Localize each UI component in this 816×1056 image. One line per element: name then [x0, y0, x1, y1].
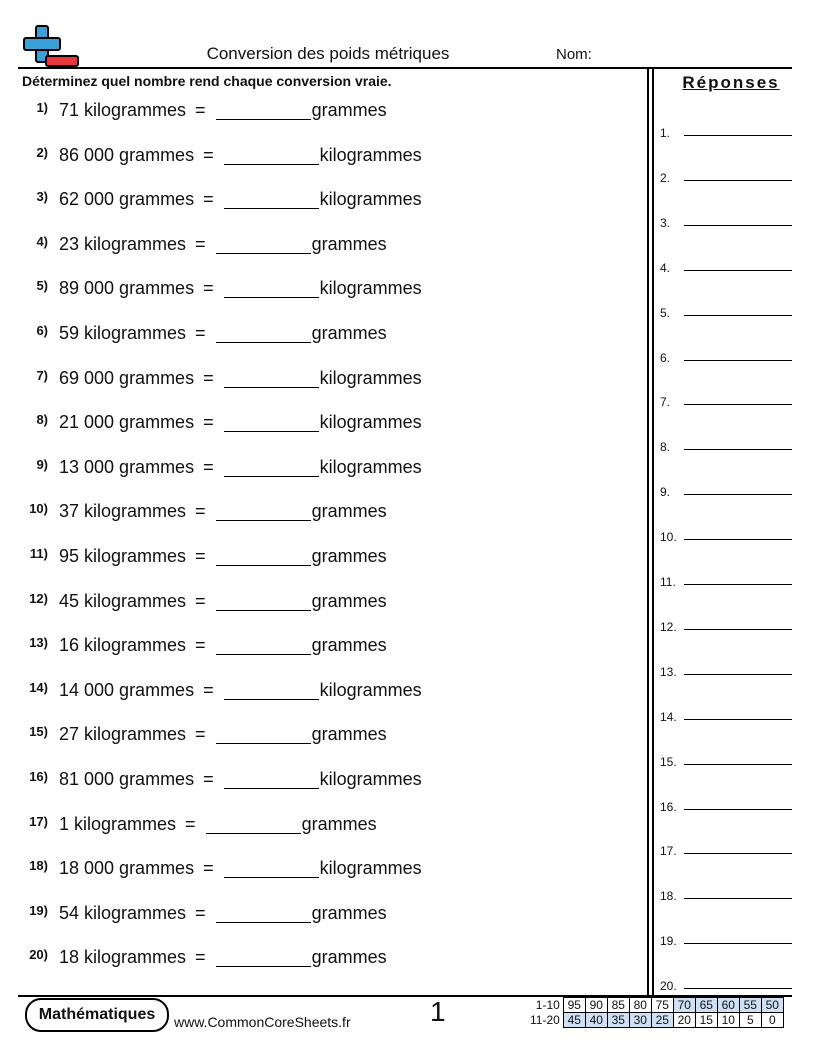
equals-sign: =	[195, 501, 206, 522]
answer-blank[interactable]	[216, 592, 311, 611]
problem-row	[22, 546, 387, 576]
answer-blank[interactable]	[224, 413, 319, 432]
score-cell: 65	[695, 998, 717, 1013]
problem-quantity: 23 kilogrammes	[59, 233, 187, 254]
score-cell: 5	[739, 1013, 761, 1028]
problem-row	[22, 769, 422, 799]
answer-number: 4.	[660, 260, 671, 275]
problem-quantity: 95 kilogrammes	[59, 546, 187, 566]
target-unit: grammes	[301, 813, 377, 834]
answer-blank[interactable]	[216, 502, 311, 521]
answer-row[interactable]	[660, 165, 792, 185]
answer-number: 20.	[660, 979, 677, 994]
score-table	[528, 997, 784, 1028]
answer-line[interactable]	[684, 180, 792, 181]
answer-number: 6.	[660, 350, 671, 365]
answer-line[interactable]	[684, 988, 792, 989]
answer-number: 5.	[660, 305, 671, 320]
answer-row[interactable]	[660, 524, 792, 544]
answer-row[interactable]	[660, 479, 792, 499]
answer-line[interactable]	[684, 135, 792, 136]
problem-number: 8)	[36, 412, 48, 428]
target-unit: grammes	[311, 233, 387, 254]
answer-number: 18.	[660, 889, 677, 904]
answer-line[interactable]	[684, 584, 792, 585]
target-unit: kilogrammes	[319, 456, 422, 477]
equals-sign: =	[195, 724, 206, 745]
problem-quantity: 69 000 grammes	[59, 367, 195, 388]
equals-sign: =	[195, 233, 206, 254]
answer-row[interactable]	[660, 210, 792, 230]
score-cell: 85	[607, 998, 629, 1013]
answer-row[interactable]	[660, 659, 792, 679]
problem-row	[22, 323, 387, 353]
column-divider-left	[647, 69, 649, 995]
problem-row	[22, 100, 387, 130]
equals-sign: =	[203, 769, 214, 789]
problem-row	[22, 947, 387, 977]
brand-badge: Mathématiques	[25, 998, 169, 1032]
score-row	[528, 1013, 783, 1028]
score-cell: 20	[673, 1013, 695, 1028]
problem-number: 10)	[29, 501, 48, 517]
equals-sign: =	[195, 947, 206, 968]
answer-line[interactable]	[684, 853, 792, 854]
page-number: 1	[430, 996, 446, 1027]
equals-sign: =	[195, 902, 206, 923]
answer-line[interactable]	[684, 404, 792, 405]
answer-number: 3.	[660, 215, 671, 230]
problem-number: 9)	[36, 456, 48, 472]
problem-quantity: 89 000 grammes	[59, 278, 195, 299]
problem-quantity: 62 000 grammes	[59, 189, 195, 210]
answer-blank[interactable]	[224, 458, 319, 477]
problem-number: 12)	[29, 590, 48, 606]
equals-sign: =	[203, 456, 214, 477]
equals-sign: =	[185, 813, 196, 834]
header-divider	[18, 67, 792, 69]
target-unit: kilogrammes	[319, 412, 422, 433]
problem-row	[22, 680, 422, 710]
score-cell: 0	[761, 1013, 783, 1028]
problem-number: 3)	[36, 189, 48, 205]
answer-blank[interactable]	[216, 324, 311, 343]
problem-number: 11)	[29, 546, 48, 561]
answer-blank[interactable]	[224, 770, 319, 789]
equals-sign: =	[203, 278, 214, 299]
problem-number: 1)	[36, 100, 48, 115]
answer-line[interactable]	[684, 539, 792, 540]
target-unit: grammes	[311, 902, 387, 923]
answer-row[interactable]	[660, 838, 792, 858]
score-cell: 40	[585, 1013, 607, 1028]
answer-blank[interactable]	[224, 859, 319, 878]
answer-number: 12.	[660, 619, 677, 634]
answer-number: 14.	[660, 709, 677, 724]
answer-row[interactable]	[660, 973, 792, 993]
answer-blank[interactable]	[224, 681, 319, 700]
problem-quantity: 13 000 grammes	[59, 456, 195, 477]
problem-quantity: 27 kilogrammes	[59, 724, 187, 745]
problem-row	[22, 501, 387, 531]
target-unit: grammes	[311, 590, 387, 611]
problem-row	[22, 412, 422, 442]
answer-row[interactable]	[660, 300, 792, 320]
answer-blank[interactable]	[224, 279, 319, 298]
problem-row	[22, 189, 422, 219]
problem-number: 14)	[29, 679, 48, 695]
answer-number: 17.	[660, 844, 677, 859]
answer-number: 16.	[660, 799, 677, 814]
score-range-label: 1-10	[535, 998, 560, 1012]
target-unit: kilogrammes	[319, 367, 422, 388]
target-unit: kilogrammes	[319, 769, 422, 789]
score-cell: 70	[673, 998, 695, 1013]
problem-row	[22, 858, 422, 888]
answer-row[interactable]	[660, 120, 792, 140]
name-label: Nom:	[556, 46, 592, 63]
answer-line[interactable]	[684, 360, 792, 361]
score-row	[528, 998, 783, 1013]
problem-number: 13)	[29, 635, 48, 651]
answer-row[interactable]	[660, 614, 792, 634]
target-unit: grammes	[311, 635, 387, 656]
answer-line[interactable]	[684, 898, 792, 899]
problem-quantity: 1 kilogrammes	[59, 813, 177, 834]
problem-quantity: 18 000 grammes	[59, 858, 195, 879]
problem-quantity: 59 kilogrammes	[59, 323, 187, 343]
answer-row[interactable]	[660, 794, 792, 814]
target-unit: kilogrammes	[319, 858, 422, 879]
website-link[interactable]: www.CommonCoreSheets.fr	[174, 1014, 351, 1030]
problem-number: 18)	[29, 858, 48, 874]
answer-line[interactable]	[684, 449, 792, 450]
score-cell: 10	[717, 1013, 739, 1028]
answer-line[interactable]	[684, 943, 792, 944]
target-unit: grammes	[311, 501, 387, 522]
answer-row[interactable]	[660, 569, 792, 589]
target-unit: grammes	[311, 323, 387, 343]
answer-number: 8.	[660, 440, 671, 455]
score-cell: 90	[585, 998, 607, 1013]
problem-row	[22, 724, 387, 754]
score-range-label: 11-20	[530, 1013, 560, 1027]
answer-row[interactable]	[660, 928, 792, 948]
problem-row	[22, 278, 422, 308]
answer-number: 13.	[660, 664, 677, 679]
answer-row[interactable]	[660, 749, 792, 769]
equals-sign: =	[203, 189, 214, 210]
score-cell: 60	[717, 998, 739, 1013]
score-cell: 95	[563, 998, 585, 1013]
answer-blank[interactable]	[216, 725, 311, 744]
answer-blank[interactable]	[216, 235, 311, 254]
answer-blank[interactable]	[216, 948, 311, 967]
score-cell: 80	[629, 998, 651, 1013]
problem-row	[22, 457, 422, 487]
target-unit: kilogrammes	[319, 144, 422, 165]
score-cell: 35	[607, 1013, 629, 1028]
problem-quantity: 45 kilogrammes	[59, 590, 187, 611]
answer-row[interactable]	[660, 255, 792, 275]
target-unit: kilogrammes	[319, 278, 422, 299]
answer-number: 2.	[660, 170, 671, 185]
answer-line[interactable]	[684, 629, 792, 630]
answer-row[interactable]	[660, 389, 792, 409]
problem-row	[22, 903, 387, 933]
answer-blank[interactable]	[224, 369, 319, 388]
answer-line[interactable]	[684, 719, 792, 720]
answer-line[interactable]	[684, 225, 792, 226]
target-unit: grammes	[311, 546, 387, 566]
answer-blank[interactable]	[224, 146, 319, 165]
target-unit: grammes	[311, 947, 387, 968]
answer-line[interactable]	[684, 809, 792, 810]
answer-blank[interactable]	[224, 190, 319, 209]
target-unit: kilogrammes	[319, 189, 422, 210]
target-unit: grammes	[311, 100, 387, 120]
equals-sign: =	[195, 323, 206, 343]
equals-sign: =	[203, 858, 214, 879]
problem-quantity: 54 kilogrammes	[59, 902, 187, 923]
answer-number: 10.	[660, 530, 677, 545]
problem-number: 16)	[29, 769, 48, 784]
answer-number: 11.	[660, 575, 676, 589]
problem-quantity: 86 000 grammes	[59, 144, 195, 165]
answer-blank[interactable]	[216, 904, 311, 923]
target-unit: grammes	[311, 724, 387, 745]
problem-quantity: 37 kilogrammes	[59, 501, 187, 522]
answer-blank[interactable]	[206, 815, 301, 834]
problem-quantity: 71 kilogrammes	[59, 100, 187, 120]
equals-sign: =	[203, 144, 214, 165]
answer-blank[interactable]	[216, 101, 311, 120]
problem-number: 15)	[29, 724, 48, 740]
problem-row	[22, 814, 377, 844]
score-cell: 75	[651, 998, 673, 1013]
equals-sign: =	[195, 100, 206, 120]
answer-number: 15.	[660, 754, 677, 769]
answer-row[interactable]	[660, 434, 792, 454]
problem-row	[22, 635, 387, 665]
target-unit: kilogrammes	[319, 679, 422, 700]
score-cell: 25	[651, 1013, 673, 1028]
answer-number: 1.	[660, 126, 671, 140]
problem-number: 19)	[29, 902, 48, 918]
instructions: Déterminez quel nombre rend chaque conversion vraie.	[22, 73, 392, 89]
answer-row[interactable]	[660, 704, 792, 724]
answer-blank[interactable]	[216, 636, 311, 655]
answer-number: 19.	[660, 934, 677, 949]
answer-number: 7.	[660, 395, 671, 410]
equals-sign: =	[195, 635, 206, 656]
equals-sign: =	[203, 679, 214, 700]
answer-line[interactable]	[684, 764, 792, 765]
problem-number: 4)	[36, 233, 48, 249]
problem-quantity: 21 000 grammes	[59, 412, 195, 433]
column-divider-right	[652, 69, 654, 995]
problem-number: 5)	[36, 278, 48, 294]
answers-title: Réponses	[682, 73, 780, 92]
score-cell: 45	[563, 1013, 585, 1028]
score-cell: 15	[695, 1013, 717, 1028]
score-cell: 30	[629, 1013, 651, 1028]
problem-number: 7)	[36, 367, 48, 383]
problem-number: 20)	[29, 947, 48, 963]
answer-line[interactable]	[684, 270, 792, 271]
problem-quantity: 14 000 grammes	[59, 679, 195, 700]
problem-row	[22, 591, 387, 621]
answer-number: 9.	[660, 485, 671, 500]
problem-quantity: 18 kilogrammes	[59, 947, 187, 968]
score-cell: 55	[739, 998, 761, 1013]
equals-sign: =	[203, 412, 214, 433]
problem-number: 17)	[29, 813, 48, 829]
equals-sign: =	[203, 367, 214, 388]
answer-row[interactable]	[660, 345, 792, 365]
answer-line[interactable]	[684, 494, 792, 495]
problem-number: 6)	[36, 323, 48, 338]
problem-row	[22, 145, 422, 175]
equals-sign: =	[195, 590, 206, 611]
problem-quantity: 16 kilogrammes	[59, 635, 187, 656]
answer-row[interactable]	[660, 883, 792, 903]
score-cell: 50	[761, 998, 783, 1013]
worksheet-title: Conversion des poids métriques	[206, 44, 450, 63]
problem-row	[22, 234, 387, 264]
answer-line[interactable]	[684, 315, 792, 316]
problem-row	[22, 368, 422, 398]
answer-blank[interactable]	[216, 547, 311, 566]
answer-line[interactable]	[684, 674, 792, 675]
problem-quantity: 81 000 grammes	[59, 769, 195, 789]
equals-sign: =	[195, 546, 206, 566]
problem-number: 2)	[36, 144, 48, 160]
